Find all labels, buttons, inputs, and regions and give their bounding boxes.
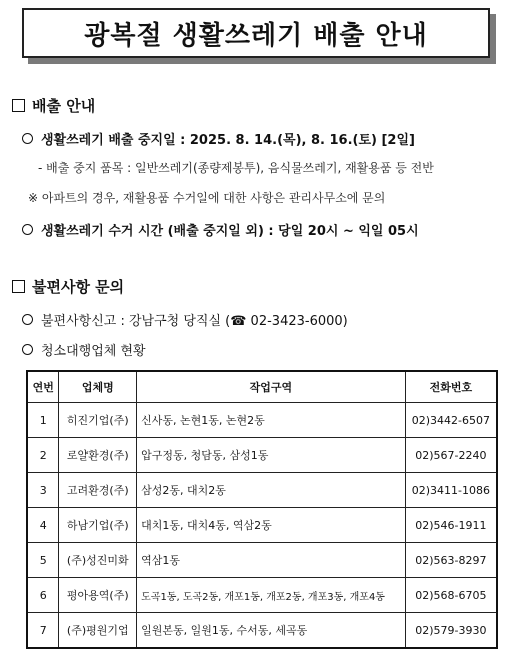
row-area: 역삼1동 xyxy=(137,543,406,578)
table-row xyxy=(27,613,497,649)
row-company: 하남기업(주) xyxy=(59,508,137,543)
row-no: 1 xyxy=(27,403,59,438)
table-row xyxy=(27,543,497,578)
section-heading-text: 불편사항 문의 xyxy=(32,278,125,296)
row-company: 히진기업(주) xyxy=(59,403,137,438)
apartment-note: ※ 아파트의 경우, 재활용품 수거일에 대한 사항은 관리사무소에 문의 xyxy=(28,191,386,205)
header-phone: 전화번호 xyxy=(405,371,497,403)
row-no: 2 xyxy=(27,438,59,473)
section-heading-disposal xyxy=(12,95,95,116)
header-company: 업체명 xyxy=(59,371,137,403)
row-no: 5 xyxy=(27,543,59,578)
row-no: 6 xyxy=(27,578,59,613)
circle-bullet-icon xyxy=(22,314,33,325)
row-no: 7 xyxy=(27,613,59,649)
row-company: 로얄환경(주) xyxy=(59,438,137,473)
row-phone: 02)563-8297 xyxy=(405,543,497,578)
row-area: 도곡1동, 도곡2동, 개포1동, 개포2동, 개포3동, 개포4동 xyxy=(137,578,406,613)
circle-bullet-icon xyxy=(22,224,33,235)
suspension-date-item xyxy=(22,129,415,148)
row-no: 3 xyxy=(27,473,59,508)
table-row xyxy=(27,508,497,543)
table-row xyxy=(27,473,497,508)
contractor-status-text: 청소대행업체 현황 xyxy=(41,344,146,359)
row-area: 일원본동, 일원1동, 수서동, 세곡동 xyxy=(137,613,406,649)
page-title: 광복절 생활쓰레기 배출 안내 xyxy=(84,20,428,51)
row-phone: 02)579-3930 xyxy=(405,613,497,649)
checkbox-square-icon xyxy=(12,99,25,112)
header-no: 연번 xyxy=(27,371,59,403)
row-phone: 02)567-2240 xyxy=(405,438,497,473)
title-banner xyxy=(22,8,490,58)
suspension-date-text: 생활쓰레기 배출 중지일 : 2025. 8. 14.(목), 8. 16.(토) [2일] xyxy=(41,133,415,148)
title-box xyxy=(22,8,490,58)
row-area: 압구정동, 청담동, 삼성1동 xyxy=(137,438,406,473)
contractor-status-item xyxy=(22,340,146,359)
table-row xyxy=(27,578,497,613)
row-phone: 02)3411-1086 xyxy=(405,473,497,508)
suspended-items-text: - 배출 중지 품목 : 일반쓰레기(종량제봉투), 음식물쓰레기, 재활용품 등 전반 xyxy=(38,161,434,175)
collection-time-item xyxy=(22,220,419,239)
contractor-table xyxy=(26,370,498,649)
checkbox-square-icon xyxy=(12,280,25,293)
header-area: 작업구역 xyxy=(137,371,406,403)
row-area: 삼성2동, 대치2동 xyxy=(137,473,406,508)
section-heading-text: 배출 안내 xyxy=(32,97,96,115)
complaint-contact-item xyxy=(22,310,348,329)
row-area: 대치1동, 대치4동, 역삼2동 xyxy=(137,508,406,543)
circle-bullet-icon xyxy=(22,344,33,355)
row-area: 신사동, 논현1동, 논현2동 xyxy=(137,403,406,438)
row-company: (주)평원기업 xyxy=(59,613,137,649)
section-heading-inquiry xyxy=(12,276,124,297)
row-company: 평아용역(주) xyxy=(59,578,137,613)
row-phone: 02)568-6705 xyxy=(405,578,497,613)
row-phone: 02)3442-6507 xyxy=(405,403,497,438)
row-no: 4 xyxy=(27,508,59,543)
table-row xyxy=(27,403,497,438)
row-company: 고려환경(주) xyxy=(59,473,137,508)
row-phone: 02)546-1911 xyxy=(405,508,497,543)
complaint-contact-text: 불편사항신고 : 강남구청 당직실 (☎ 02-3423-6000) xyxy=(41,314,348,329)
table-header-row xyxy=(27,371,497,403)
table-row xyxy=(27,438,497,473)
row-company: (주)성진미화 xyxy=(59,543,137,578)
circle-bullet-icon xyxy=(22,133,33,144)
collection-time-text: 생활쓰레기 수거 시간 (배출 중지일 외) : 당일 20시 ~ 익일 05시 xyxy=(41,224,419,239)
